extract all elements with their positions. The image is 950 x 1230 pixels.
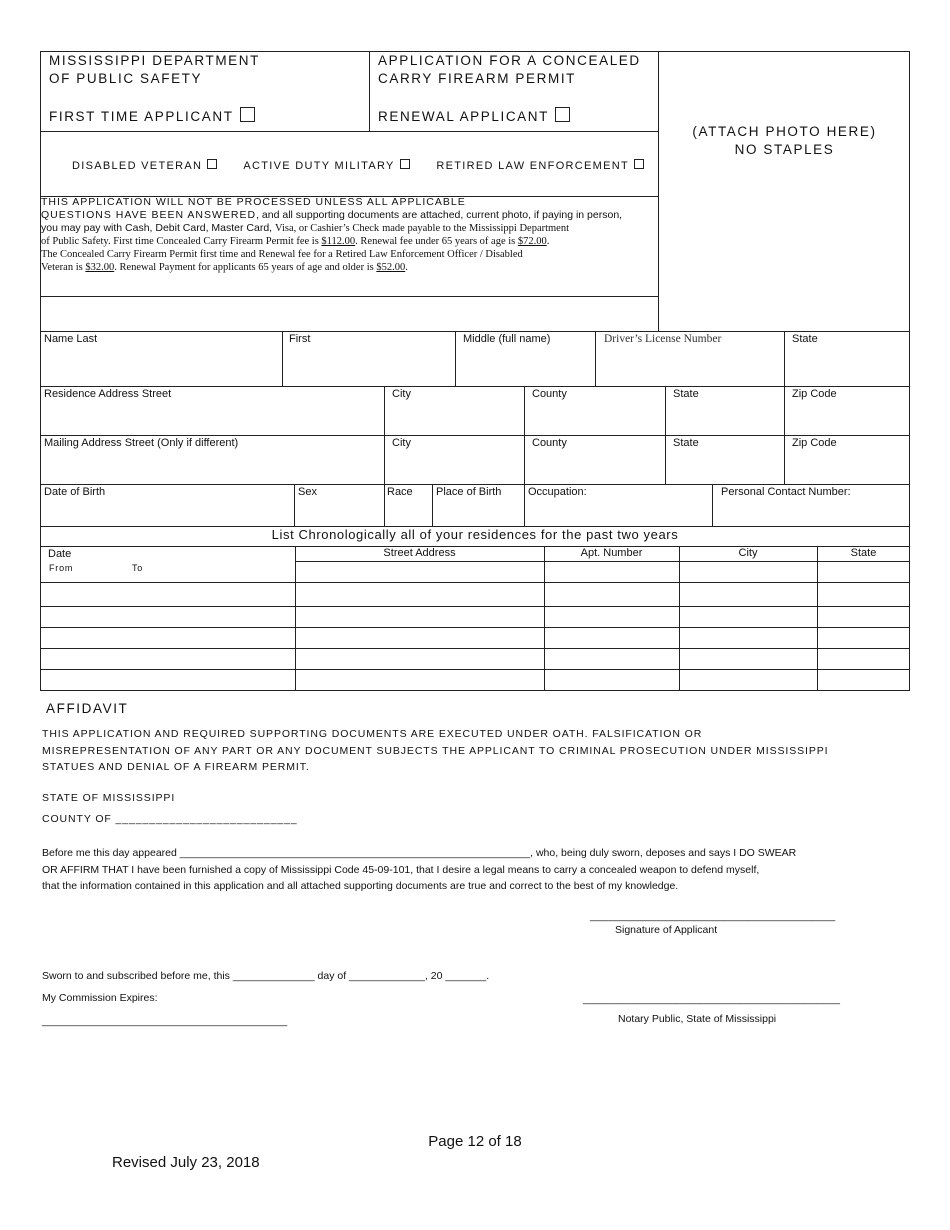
sworn-line3: that the information contained in this application and all attached supporting documents are true and correct to the best of my knowledge. [42,880,679,892]
divider [595,331,596,386]
col-apt: Apt. Number [580,547,643,559]
name-last-field[interactable]: Name Last [44,333,98,345]
status-row [72,159,644,172]
notice-l6b: . Renewal Payment for applicants 65 years of age and older is [114,262,374,273]
dept-line2: OF PUBLIC SAFETY [49,71,203,86]
residence-history-title: List Chronologically all of your residences for the past two years [271,527,679,542]
affidavit-heading: AFFIDAVIT [46,701,129,716]
divider [524,386,525,484]
divider [432,484,433,527]
fee-retired: $32.00 [85,262,115,273]
sworn-statement [42,845,796,895]
residence-county-field[interactable]: County [532,388,567,400]
notice-l6a: Veteran is [41,262,83,273]
dob-field[interactable]: Date of Birth [44,486,106,498]
divider [40,582,910,583]
residence-state-field[interactable]: State [673,388,699,400]
notice-l3c: made payable to the Mississippi Department [382,223,570,234]
divider [295,546,296,691]
divider [455,331,456,386]
renewal-checkbox[interactable] [555,107,570,122]
mailing-zip-field[interactable]: Zip Code [792,437,837,449]
active-duty-label: ACTIVE DUTY MILITARY [243,160,395,172]
occupation-field[interactable]: Occupation: [528,486,587,498]
divider [40,484,910,485]
divider [40,435,910,436]
fee-first: $112.00 [321,236,356,247]
divider [384,484,385,527]
mailing-county-field[interactable]: County [532,437,567,449]
fee-renew: $72.00 [517,236,547,247]
retired-le-label: RETIRED LAW ENFORCEMENT [436,160,630,172]
renewal-option [378,107,570,124]
notice-l6c: . [405,262,408,273]
notice-l4c: . [546,236,550,247]
notice-line1: THIS APPLICATION WILL NOT BE PROCESSED UNLESS ALL APPLICABLE [41,196,466,208]
header-block [40,51,910,332]
notice-line6 [41,261,657,274]
commission-expires-label: My Commission Expires: [42,992,158,1004]
photo-no-staples: NO STAPLES [734,142,835,157]
divider [40,296,658,297]
notice-line4 [41,235,657,248]
sworn-line1: Before me this day appeared ____________________________________________________________, who, being duly sworn, deposes and says I DO SWEAR [42,847,797,859]
form-title [378,52,641,88]
notice-l4a: of Public Safety. First time Concealed Carry Firearm Permit fee is [41,236,319,247]
divider [679,546,680,691]
first-time-option [49,107,255,124]
sworn-line2: OR AFFIRM THAT I have been furnished a copy of Mississippi Code 45-09-101, that I desire a legal means to carry a concealed weapon to defend myself, [42,863,760,876]
race-field[interactable]: Race [387,486,413,498]
retired-le-checkbox[interactable] [634,159,644,169]
divider [712,484,713,527]
notice-rest: , and all supporting documents are attached, current photo, if paying in person, [256,209,623,221]
divider [294,484,295,527]
commission-expires-line[interactable]: __________________________________________ [42,1015,288,1027]
notice-paragraph [41,196,657,274]
contact-number-field[interactable]: Personal Contact Number: [721,486,851,498]
notary-label: Notary Public, State of Mississippi [618,1013,777,1025]
mailing-city-field[interactable]: City [392,437,411,449]
mailing-street-field[interactable]: Mailing Address Street (Only if different) [44,437,239,449]
disabled-veteran-checkbox[interactable] [207,159,217,169]
oath-line1: THIS APPLICATION AND REQUIRED SUPPORTING DOCUMENTS ARE EXECUTED UNDER OATH. FALSIFICATION OR [42,728,703,740]
sworn-date-line[interactable]: Sworn to and subscribed before me, this ______________ day of _____________, 20 _______. [42,970,490,982]
col-from: From [49,563,74,573]
col-to: To [132,563,144,573]
photo-instruction: (ATTACH PHOTO HERE) [692,124,877,139]
notice-line5: The Concealed Carry Firearm Permit first time and Renewal fee for a Retired Law Enforcement Officer / Disabled [41,249,523,260]
col-date: Date [48,548,72,560]
app-line1: APPLICATION FOR A CONCEALED [378,53,641,68]
page-number: Page 12 of 18 [428,1133,522,1150]
oath-line3: STATUES AND DENIAL OF A FIREARM PERMIT. [42,761,310,773]
notice-l3b: Visa, or Cashier’s Check [275,223,380,234]
county-line[interactable]: COUNTY OF ___________________________ [42,813,298,825]
divider [384,386,385,484]
divider [784,386,785,484]
divider [665,386,666,484]
state-line: STATE OF MISSISSIPPI [42,792,176,804]
mailing-state-field[interactable]: State [673,437,699,449]
divider [817,546,818,691]
divider [784,331,785,386]
divider [544,546,545,691]
divider [282,331,283,386]
divider [658,51,659,332]
first-name-field[interactable]: First [289,333,311,345]
applicant-signature-line[interactable]: __________________________________________ [590,910,836,922]
divider [40,669,910,670]
residence-street-field[interactable]: Residence Address Street [44,388,172,400]
dept-line1: MISSISSIPPI DEPARTMENT [49,53,260,68]
oath-line2: MISREPRESENTATION OF ANY PART OR ANY DOCUMENT SUBJECTS THE APPLICANT TO CRIMINAL PROSECUTION UNDER MISSISSIPPI [42,744,829,757]
revision-date: Revised July 23, 2018 [112,1154,260,1171]
col-city: City [738,547,758,559]
col-street: Street Address [383,547,456,559]
divider [369,51,370,131]
sex-field[interactable]: Sex [298,486,317,498]
dl-state-field[interactable]: State [792,333,818,345]
place-of-birth-field[interactable]: Place of Birth [436,486,502,498]
divider [40,648,910,649]
photo-area [659,123,910,159]
notice-l3a: you may pay with Cash, Debit Card, Master Card, [41,222,273,234]
disabled-veteran-label: DISABLED VETERAN [72,160,203,172]
notice-line3 [41,222,657,235]
applicant-signature-label: Signature of Applicant [615,924,718,936]
drivers-license-field[interactable]: Driver’s License Number [604,333,722,345]
notary-signature-line[interactable]: ____________________________________________ [583,993,840,1005]
divider [40,386,910,387]
fee-senior: $52.00 [376,262,406,273]
divider [40,131,658,132]
renewal-label: RENEWAL APPLICANT [378,109,549,124]
department-title [49,52,260,88]
notice-caps: QUESTIONS HAVE BEEN ANSWERED [41,209,257,221]
first-time-checkbox[interactable] [240,107,255,122]
notice-l4b: . Renewal fee under 65 years of age is [355,236,516,247]
col-state: State [850,547,877,559]
first-time-label: FIRST TIME APPLICANT [49,109,234,124]
middle-name-field[interactable]: Middle (full name) [463,333,551,345]
active-duty-checkbox[interactable] [400,159,410,169]
divider [40,627,910,628]
residence-zip-field[interactable]: Zip Code [792,388,837,400]
divider [40,606,910,607]
residence-city-field[interactable]: City [392,388,411,400]
divider [524,484,525,527]
affidavit-oath [42,726,829,776]
notice-line2 [41,209,657,222]
app-line2: CARRY FIREARM PERMIT [378,71,577,86]
